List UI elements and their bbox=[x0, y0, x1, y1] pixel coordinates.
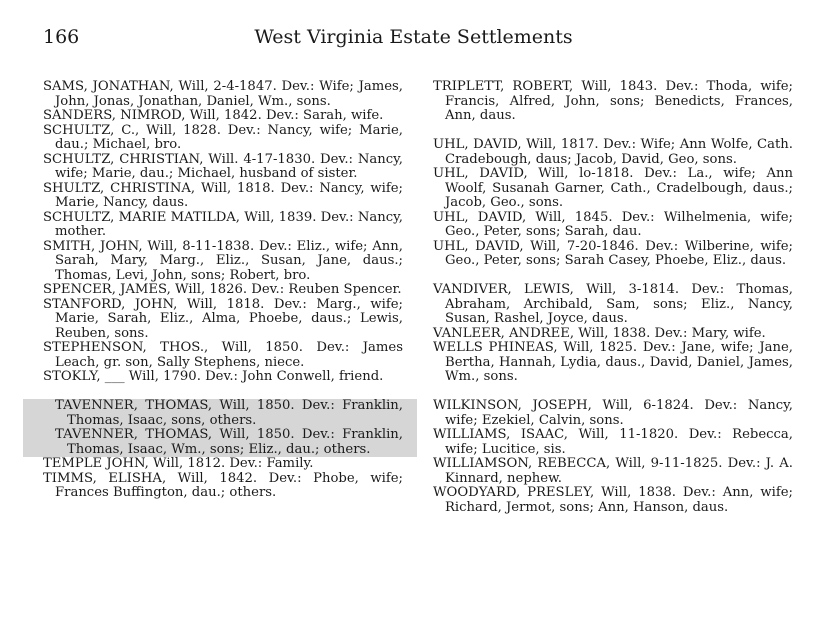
estate-entry: STOKLY, ___ Will, 1790. Dev.: John Conwell, friend. bbox=[43, 369, 384, 384]
estate-entry: UHL, DAVID, Will, 1845. Dev.: Wilhelmenia, wife; Geo., Peter, sons; Sarah, dau. bbox=[433, 209, 793, 239]
estate-entry: SANDERS, NIMROD, Will, 1842. Dev.: Sarah, wife. bbox=[43, 108, 384, 123]
estate-entry: SCHULTZ, MARIE MATILDA, Will, 1839. Dev.: Nancy, mother. bbox=[43, 209, 403, 239]
estate-entry: SAMS, JONATHAN, Will, 2-4-1847. Dev.: Wife; James, John, Jonas, Jonathan, Daniel, Wm., sons. bbox=[43, 79, 403, 109]
estate-entry: TAVENNER, THOMAS, Will, 1850. Dev.: Franklin, Thomas, Isaac, sons, others. bbox=[55, 398, 403, 428]
estate-entry: TAVENNER, THOMAS, Will, 1850. Dev.: Franklin, Thomas, Isaac, Wm., sons; Eliz., dau.; others. bbox=[55, 427, 403, 457]
estate-entry: WOODYARD, PRESLEY, Will, 1838. Dev.: Ann, wife; Richard, Jermot, sons; Ann, Hanson, daus. bbox=[433, 485, 793, 515]
estate-entry: WILKINSON, JOSEPH, Will, 6-1824. Dev.: Nancy, wife; Ezekiel, Calvin, sons. bbox=[433, 398, 793, 428]
estate-entry: VANLEER, ANDREE, Will, 1838. Dev.: Mary, wife. bbox=[433, 325, 766, 341]
left-column bbox=[43, 80, 403, 501]
highlighted-entries bbox=[23, 399, 417, 457]
estate-entry: UHL, DAVID, Will, 1817. Dev.: Wife; Ann Wolfe, Cath. Cradebough, daus; Jacob, David, Geo, sons. bbox=[433, 137, 793, 167]
entry-gap bbox=[43, 385, 403, 400]
estate-entry: UHL, DAVID, Will, lo-1818. Dev.: La., wife; Ann Woolf, Susanah Garner, Cath., Cradelbough, daus.; Jacob, Geo., sons. bbox=[433, 166, 793, 210]
estate-entry: STEPHENSON, THOS., Will, 1850. Dev.: James Leach, gr. son, Sally Stephens, niece. bbox=[43, 340, 403, 370]
estate-entry: UHL, DAVID, Will, 7-20-1846. Dev.: Wilberine, wife; Geo., Peter, sons; Sarah Casey, Phoebe, Eliz., daus. bbox=[433, 238, 793, 268]
estate-entry: SPENCER, JAMES, Will, 1826. Dev.: Reuben Spencer. bbox=[43, 282, 402, 297]
estate-entry: SCHULTZ, CHRISTIAN, Will. 4-17-1830. Dev.: Nancy, wife; Marie, dau.; Michael, husband of sister. bbox=[43, 151, 403, 181]
estate-entry: TIMMS, ELISHA, Will, 1842. Dev.: Phobe, wife; Frances Buffington, dau.; others. bbox=[43, 470, 403, 500]
entry-gap bbox=[433, 269, 793, 284]
estate-entry: SCHULTZ, C., Will, 1828. Dev.: Nancy, wife; Marie, dau.; Michael, bro. bbox=[43, 122, 403, 152]
estate-entry: TEMPLE JOHN, Will, 1812. Dev.: Family. bbox=[43, 456, 314, 471]
estate-entry: WELLS PHINEAS, Will, 1825. Dev.: Jane, wife; Jane, Bertha, Hannah, Lydia, daus., David, Daniel, James, Wm., sons. bbox=[433, 340, 793, 384]
entry-gap bbox=[433, 385, 793, 400]
estate-entry: WILLIAMSON, REBECCA, Will, 9-11-1825. Dev.: J. A. Kinnard, nephew. bbox=[433, 456, 793, 486]
estate-entry: STANFORD, JOHN, Will, 1818. Dev.: Marg., wife; Marie, Sarah, Eliz., Alma, Phoebe, daus.; Lewis, Reuben, sons. bbox=[43, 296, 403, 341]
estate-entry: VANDIVER, LEWIS, Will, 3-1814. Dev.: Thomas, Abraham, Archibald, Sam, sons; Eliz., Nancy, Susan, Rashel, Joyce, daus. bbox=[433, 282, 793, 326]
estate-entry: SHULTZ, CHRISTINA, Will, 1818. Dev.: Nancy, wife; Marie, Nancy, daus. bbox=[43, 180, 403, 210]
entry-gap bbox=[433, 124, 793, 139]
estate-entry: WILLIAMS, ISAAC, Will, 11-1820. Dev.: Rebecca, wife; Lucitice, sis. bbox=[433, 427, 793, 457]
right-column bbox=[433, 80, 793, 515]
page-number: 166 bbox=[43, 26, 80, 48]
page-header bbox=[0, 26, 827, 52]
running-title: West Virginia Estate Settlements bbox=[254, 26, 573, 48]
estate-entry: TRIPLETT, ROBERT, Will, 1843. Dev.: Thoda, wife; Francis, Alfred, John, sons; Benedicts, Frances, Ann, daus. bbox=[433, 79, 793, 123]
estate-entry: SMITH, JOHN, Will, 8-11-1838. Dev.: Eliz., wife; Ann, Sarah, Mary, Marg., Eliz., Susan, Jane, daus.; Thomas, Levi, John, sons; Robert, bro. bbox=[43, 238, 403, 283]
